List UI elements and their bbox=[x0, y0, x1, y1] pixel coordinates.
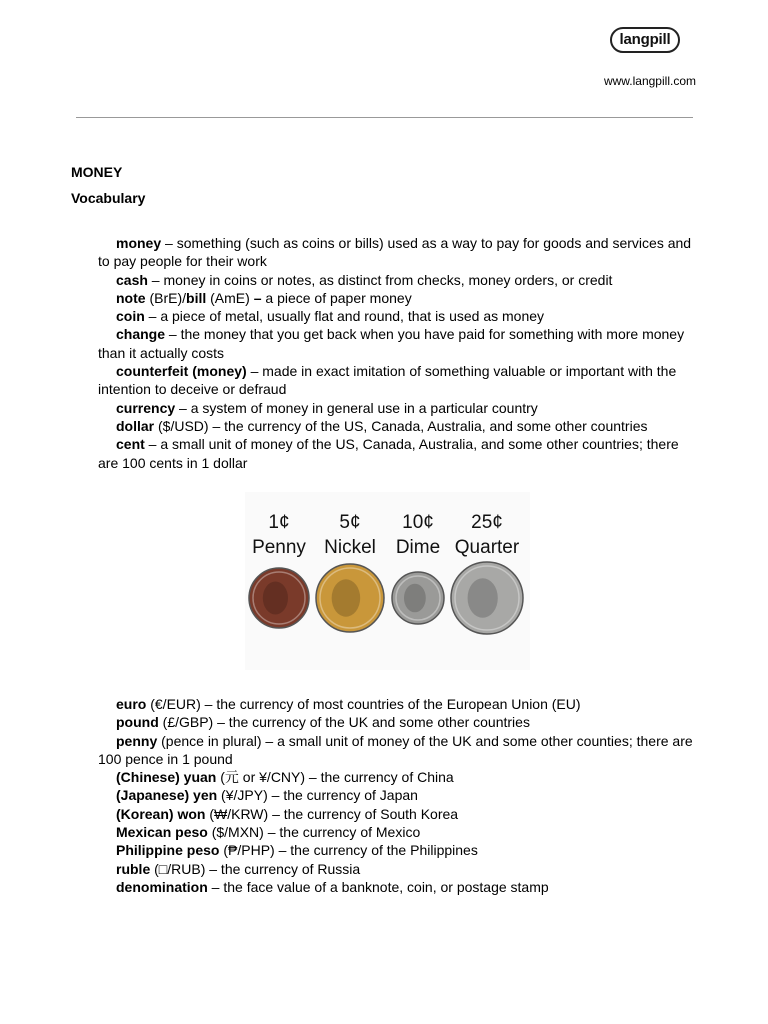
vocabulary-list-2 bbox=[98, 695, 698, 896]
vocab-definition: – the currency of the US, Canada, Australia, and some other countries bbox=[208, 417, 648, 434]
vocab-definition: – a system of money in general use in a particular country bbox=[175, 399, 538, 416]
vocab-definition: – the face value of a banknote, coin, or postage stamp bbox=[207, 878, 549, 895]
vocab-definition: – the currency of Japan bbox=[267, 787, 418, 804]
vocab-term: counterfeit (money) bbox=[116, 363, 247, 380]
vocab-term: dollar bbox=[116, 417, 155, 434]
vocab-dash: – bbox=[253, 289, 262, 306]
coin-name-label: Quarter bbox=[454, 537, 520, 558]
vocab-term-note: (€/EUR) bbox=[146, 696, 201, 712]
coin-portrait bbox=[404, 584, 426, 613]
vocab-entry bbox=[98, 732, 698, 769]
coin-value-label: 25¢ bbox=[471, 512, 503, 533]
coin-name-label: Dime bbox=[395, 537, 441, 558]
vocab-term: currency bbox=[116, 399, 176, 416]
vocab-definition: – the money that you get back when you have paid for something with more money than it actually costs bbox=[98, 326, 685, 361]
vocab-term: bill bbox=[186, 289, 207, 306]
vocab-definition: – a small unit of money of the UK and some other counties; there are 100 pence in 1 pound bbox=[98, 732, 693, 767]
vocab-entry bbox=[98, 878, 698, 896]
vocab-definition: – the currency of the Philippines bbox=[274, 842, 478, 859]
vocab-entry bbox=[98, 713, 698, 731]
coin-value-label: 1¢ bbox=[268, 512, 290, 533]
vocab-term: Mexican peso bbox=[116, 824, 208, 841]
vocab-entry bbox=[98, 271, 698, 289]
vocab-entry bbox=[98, 307, 698, 325]
langpill-logo: langpill bbox=[610, 27, 680, 53]
vocab-definition: – the currency of Mexico bbox=[263, 824, 421, 841]
vocab-entry bbox=[98, 289, 698, 307]
vocab-term: note bbox=[116, 289, 146, 306]
vocab-term: (Japanese) yen bbox=[116, 787, 218, 804]
vocab-definition: – money in coins or notes, as distinct from checks, money orders, or credit bbox=[147, 271, 613, 288]
vocab-definition: – something (such as coins or bills) used as a way to pay for goods and services and to pay people for their work bbox=[98, 235, 692, 270]
vocab-term-note: ($/MXN) bbox=[207, 824, 264, 841]
coin-portrait bbox=[468, 578, 498, 618]
vocab-term: pound bbox=[116, 714, 159, 731]
vocab-entry bbox=[98, 860, 698, 878]
vocab-entry bbox=[98, 399, 698, 417]
site-url: www.langpill.com bbox=[603, 74, 696, 88]
vocab-entry bbox=[98, 786, 698, 804]
page-title: MONEY bbox=[71, 164, 123, 180]
vocab-term-note: (¥/JPY) bbox=[217, 787, 268, 804]
vocab-term-note: (□/RUB) bbox=[150, 860, 206, 877]
vocab-entry bbox=[98, 695, 698, 713]
vocab-term-note: (₩/KRW) bbox=[205, 805, 269, 822]
vocab-entry bbox=[98, 823, 698, 841]
vocab-term-note: (元 or ¥/CNY) bbox=[216, 769, 306, 786]
vocab-term-note: (₱/PHP) bbox=[219, 842, 275, 859]
vocabulary-list-1 bbox=[98, 234, 698, 472]
vocab-term-note: (pence in plural) bbox=[157, 732, 262, 749]
vocab-term: (Chinese) yuan bbox=[116, 769, 217, 786]
header-divider bbox=[76, 117, 693, 118]
vocab-entry bbox=[98, 805, 698, 823]
vocab-definition: – the currency of China bbox=[305, 769, 454, 786]
us-coins-illustration bbox=[245, 492, 530, 670]
vocab-entry bbox=[98, 362, 698, 399]
vocab-term: cash bbox=[116, 271, 148, 288]
vocab-definition: a piece of paper money bbox=[261, 289, 412, 306]
vocab-entry bbox=[98, 841, 698, 859]
vocab-definition: – the currency of Russia bbox=[205, 860, 361, 877]
vocab-entry bbox=[98, 417, 698, 435]
vocab-definition: – the currency of the UK and some other countries bbox=[213, 714, 530, 731]
vocab-term: Philippine peso bbox=[116, 842, 220, 859]
vocab-term-note: ($/USD) bbox=[154, 417, 209, 434]
vocab-term: cent bbox=[116, 436, 145, 453]
coin-name-label: Nickel bbox=[324, 537, 376, 558]
coin-value-label: 5¢ bbox=[339, 512, 361, 533]
vocab-term: euro bbox=[116, 696, 147, 712]
vocab-definition: – the currency of most countries of the European Union (EU) bbox=[200, 696, 581, 712]
vocab-entry bbox=[98, 435, 698, 472]
vocab-term-note: (BrE)/ bbox=[145, 289, 187, 306]
vocab-entry bbox=[98, 768, 698, 786]
vocab-term: coin bbox=[116, 308, 145, 325]
vocab-term: penny bbox=[116, 732, 158, 749]
vocab-definition: – the currency of South Korea bbox=[268, 805, 459, 822]
vocab-term: money bbox=[116, 235, 162, 251]
vocab-term-note: (AmE) bbox=[206, 289, 254, 306]
vocab-definition: – made in exact imitation of something valuable or important with the intention to deceive or defraud bbox=[98, 363, 677, 398]
vocab-definition: – a piece of metal, usually flat and round, that is used as money bbox=[144, 308, 545, 325]
section-subtitle: Vocabulary bbox=[71, 190, 146, 206]
vocab-entry bbox=[98, 325, 698, 362]
vocab-entry bbox=[98, 234, 698, 271]
coin-value-label: 10¢ bbox=[402, 512, 434, 533]
coin-portrait bbox=[263, 582, 288, 615]
coin-portrait bbox=[332, 579, 361, 616]
vocab-term: denomination bbox=[116, 878, 208, 895]
vocab-term: ruble bbox=[116, 860, 151, 877]
vocab-term: change bbox=[116, 326, 166, 343]
vocab-term: (Korean) won bbox=[116, 805, 206, 822]
vocab-term-note: (£/GBP) bbox=[158, 714, 214, 731]
coin-name-label: Penny bbox=[252, 537, 306, 558]
vocab-definition: – a small unit of money of the US, Canada, Australia, and some other countries; there are 100 cents in 1 dollar bbox=[98, 436, 679, 471]
